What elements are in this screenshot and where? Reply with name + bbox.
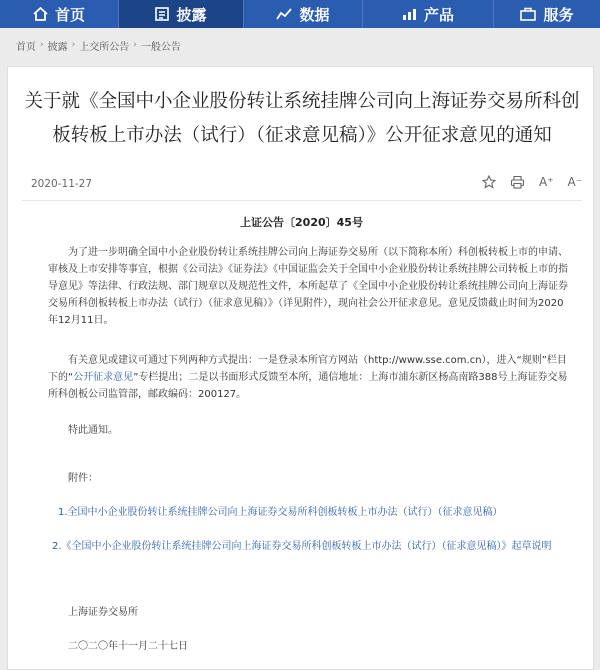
breadcrumb-home[interactable]: 首页 — [16, 41, 36, 53]
divider — [22, 200, 582, 201]
article-tools — [482, 175, 582, 189]
chevron-right-icon: › — [133, 40, 137, 50]
home-icon — [33, 7, 48, 21]
breadcrumb-general-announcements: 一般公告 — [140, 41, 181, 53]
nav-label: 数据 — [299, 5, 330, 24]
nav-label: 首页 — [54, 5, 85, 24]
chevron-right-icon: › — [71, 40, 76, 50]
service-icon — [520, 7, 536, 21]
article-card — [7, 66, 594, 670]
body-paragraph-2 — [48, 352, 568, 403]
nav-product[interactable] — [363, 0, 493, 28]
attachments-label: 附件： — [68, 473, 98, 484]
product-icon — [402, 7, 417, 21]
breadcrumb-sse-announcements[interactable]: 上交所公告 — [79, 41, 130, 53]
star-icon[interactable] — [482, 175, 496, 189]
document-number: 上证公告〔2020〕45号 — [240, 216, 363, 229]
chevron-right-icon: › — [40, 40, 44, 50]
closing-text: 特此通知。 — [68, 425, 118, 436]
issuer-name: 上海证券交易所 — [68, 607, 138, 618]
publish-date: 2020-11-27 — [31, 178, 93, 190]
data-icon — [276, 7, 292, 21]
top-navbar — [0, 0, 600, 28]
attachment-link-2[interactable]: 2.《全国中小企业股份转让系统挂牌公司向上海证券交易所科创板转板上市办法（试行）（征求意见稿）》起草说明 — [52, 541, 552, 552]
paragraph-text: ”专栏提出；二是以书面形式反馈至本所，通信地址：上海市浦东新区杨高南路388号上海证券交易所科创板公司监管部，邮政编码：200127。 — [48, 372, 568, 400]
breadcrumb-disclosure[interactable]: 披露 — [47, 41, 68, 53]
nav-data[interactable] — [244, 0, 362, 28]
issue-date: 二〇二〇年十一月二十七日 — [68, 641, 188, 652]
nav-label: 服务 — [543, 5, 574, 24]
nav-label: 披露 — [176, 5, 207, 24]
page-title: 关于就《全国中小企业股份转让系统挂牌公司向上海证券交易所科创板转板上市办法（试行）（征求意见稿）》公开征求意见的通知 — [24, 91, 580, 146]
nav-disclosure[interactable] — [119, 0, 243, 28]
disclosure-icon — [155, 7, 169, 21]
nav-label: 产品 — [423, 5, 454, 24]
body-paragraph-1: 为了进一步明确全国中小企业股份转让系统挂牌公司向上海证券交易所（以下简称本所）科创板转板上市的申请、审核及上市安排等事宜，根据《公司法》《证券法》《中国证监会关于全国中小企业股份转让系统挂牌公司转板上市的指导意见》等法律、行政法规、部门规章以及规范性文件，本所起草了《全国中小企业股份转让系统挂牌公司向上海证券交易所科创板转板上市办法（试行）（征求意见稿）》（详见附件），现向社会公开征求意见。意见反馈截止时间为2020年12月11日。 — [48, 247, 568, 326]
public-consultation-link[interactable]: 公开征求意见 — [73, 372, 134, 383]
font-decrease-icon[interactable]: A⁻ — [567, 175, 583, 189]
font-increase-icon[interactable]: A⁺ — [539, 175, 554, 189]
nav-service[interactable] — [494, 0, 600, 28]
print-icon[interactable] — [510, 175, 525, 189]
attachment-link-1[interactable]: 1.全国中小企业股份转让系统挂牌公司向上海证券交易所科创板转板上市办法（试行）（征求意见稿） — [58, 507, 503, 518]
breadcrumb — [16, 35, 181, 55]
nav-home[interactable] — [0, 0, 118, 28]
paragraph-text: 有关意见或建议可通过下列两种方式提出：一是登录本所官方网站（http://www.sse.com.cn），进入“规则”栏目下的“ — [48, 355, 567, 383]
